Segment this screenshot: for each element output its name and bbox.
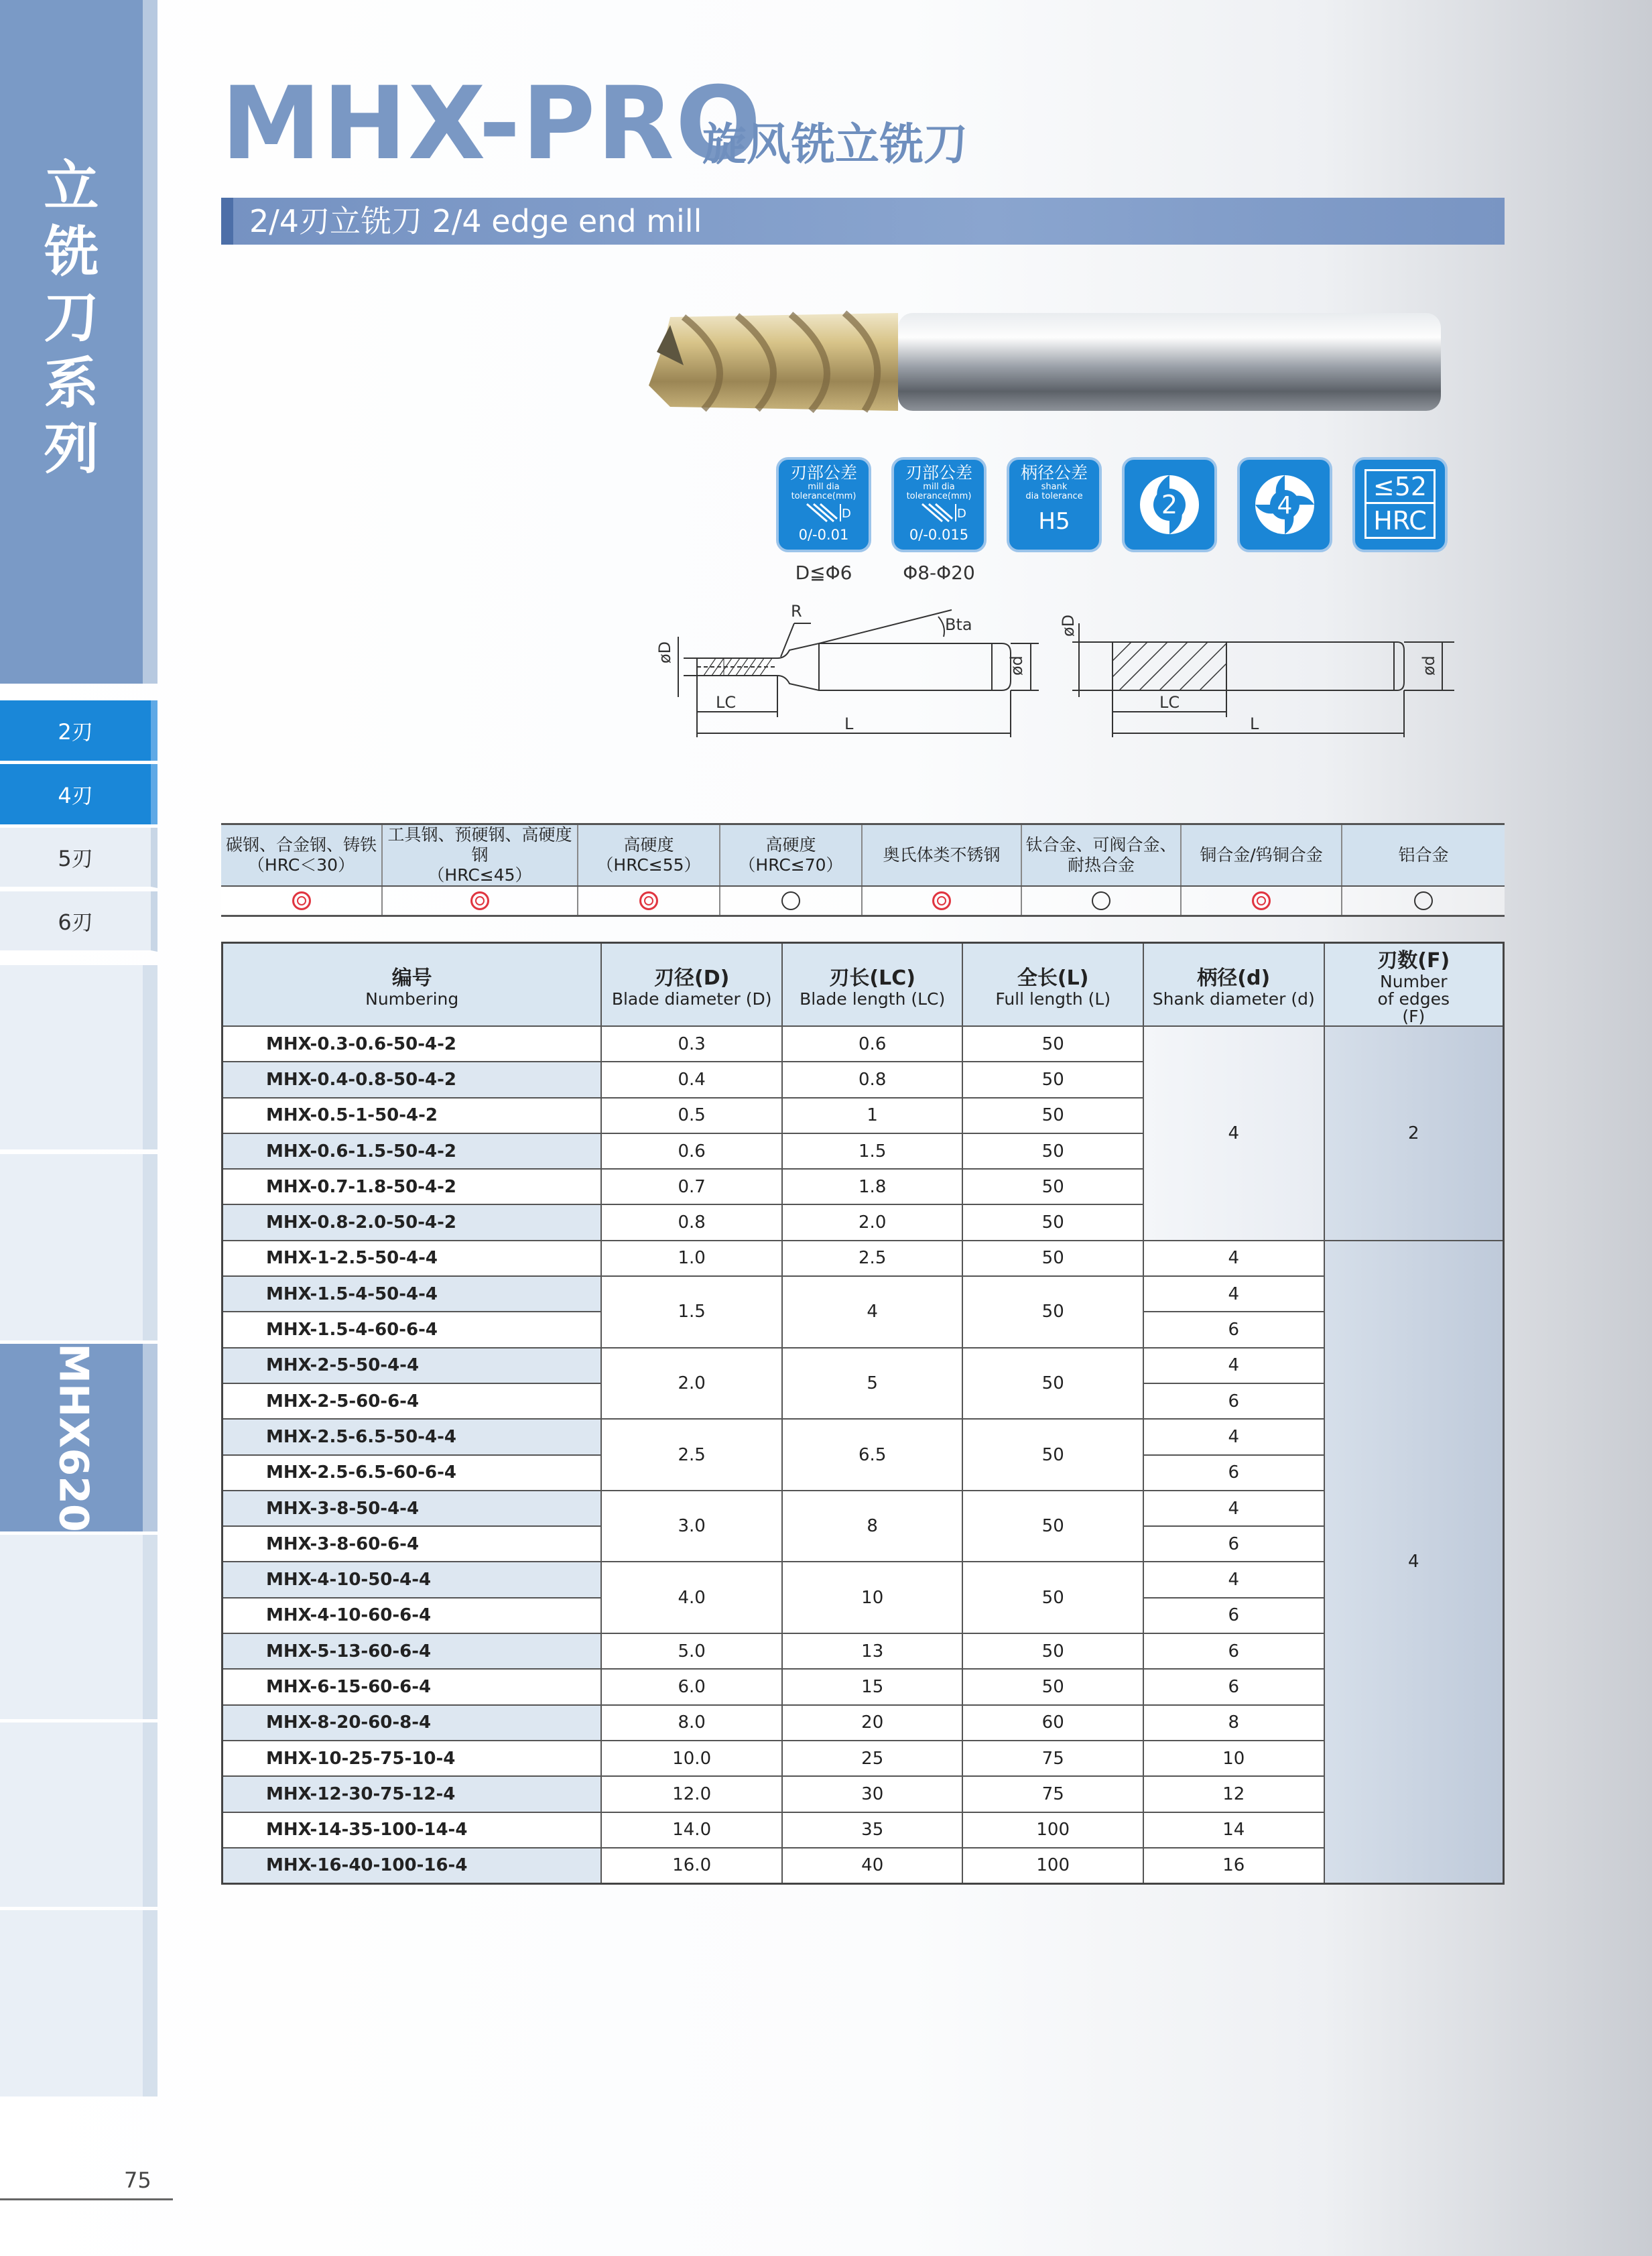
label-lc-right: LC [1159, 693, 1180, 712]
label-phi-small-d-right: ød [1419, 655, 1438, 676]
four-flute-icon [1240, 460, 1330, 550]
table-row: MHX-16-40-100-16-4 16.0 40 100 16 [223, 1848, 1504, 1884]
header-full-length: 全长(L) Full length (L) [962, 943, 1143, 1027]
badge-mill-dia-tolerance-large: 刃部公差 mill dia tolerance(mm) D 0/-0.015 [891, 457, 987, 552]
double-circle-icon [932, 891, 951, 910]
table-row: MHX-0.7-1.8-50-4-2 0.7 1.8 50 [223, 1169, 1504, 1204]
badge-hrc [1352, 457, 1448, 552]
hrc-value: ≤52 [1373, 472, 1427, 501]
header-number-of-edges: 刃数(F) Number of edges (F) [1324, 943, 1504, 1027]
table-row: MHX-4-10-60-6-4 6 [223, 1598, 1504, 1633]
material-header-row [221, 824, 1505, 887]
sidebar-block-stripe [143, 1722, 157, 1907]
sidebar-block-stripe [143, 1535, 157, 1719]
page-number: 75 [124, 2168, 151, 2193]
double-circle-icon [470, 891, 489, 910]
circle-icon [781, 891, 800, 910]
shank-diameter-2-flute: 4 [1143, 1026, 1324, 1241]
material-suitability-row [221, 886, 1505, 916]
material-header: 铜合金/钨铜合金 [1181, 824, 1342, 887]
label-l-left: L [844, 714, 854, 733]
double-circle-icon [292, 891, 311, 910]
badge-2-flute [1122, 457, 1217, 552]
table-row: MHX-10-25-75-10-4 10.0 25 75 10 [223, 1741, 1504, 1776]
sidebar-series-stripe [143, 1344, 157, 1531]
page-subtitle: 旋风铣立铣刀 [702, 119, 968, 170]
svg-text:2: 2 [1161, 490, 1178, 519]
hrc-frame [1364, 469, 1436, 539]
page-number-rule [0, 2198, 173, 2200]
sidebar-block-stripe [143, 1154, 157, 1340]
series-label-text: MHX620 [50, 1343, 97, 1532]
section-title: 2/4刃立铣刀 2/4 edge end mill [249, 203, 702, 239]
svg-text:D: D [957, 507, 966, 521]
sidebar-title: 立 铣 刀 系 列 [44, 155, 99, 481]
table-row: MHX-2.5-6.5-60-6-4 6 [223, 1455, 1504, 1491]
double-circle-icon [639, 891, 658, 910]
sidebar-block [0, 1535, 143, 1719]
spec-header-row [223, 943, 1504, 1027]
header-shank-diameter: 柄径(d) Shank diameter (d) [1143, 943, 1324, 1027]
table-row: MHX-12-30-75-12-4 12.0 30 75 12 [223, 1776, 1504, 1812]
table-row: MHX-5-13-60-6-4 5.0 13 50 6 [223, 1633, 1504, 1669]
double-circle-icon [1252, 891, 1271, 910]
sidebar-block [0, 1910, 143, 2096]
page-title: MHX-PRO [221, 66, 763, 182]
label-phi-small-d-left: ød [1007, 655, 1026, 676]
label-phi-d-right: øD [1059, 614, 1078, 637]
label-l-right: L [1250, 714, 1259, 733]
sidebar-block [0, 965, 143, 1149]
badge-caption-small: D≦Φ6 [795, 562, 852, 584]
table-row: MHX-2-5-60-6-4 6 [223, 1383, 1504, 1419]
badge-caption-large: Φ8-Φ20 [903, 562, 975, 584]
table-row: MHX-3-8-60-6-4 6 [223, 1526, 1504, 1562]
technical-drawing [643, 597, 1461, 751]
label-r: R [791, 602, 802, 621]
material-header: 高硬度 （HRC≤70） [720, 824, 862, 887]
material-table [221, 823, 1505, 917]
material-header: 高硬度 （HRC≤55） [578, 824, 720, 887]
table-row: MHX-1.5-4-50-4-4 1.5 4 50 4 [223, 1276, 1504, 1312]
mill-dia-icon [915, 501, 966, 524]
table-row: MHX-4-10-50-4-4 4.0 10 50 4 [223, 1562, 1504, 1597]
table-row: MHX-0.6-1.5-50-4-2 0.6 1.5 50 [223, 1133, 1504, 1169]
header-numbering: 编号 Numbering [223, 943, 602, 1027]
svg-text:4: 4 [1277, 492, 1293, 519]
sidebar-tab-6-flute[interactable]: 6刃 [0, 891, 157, 952]
material-header: 工具钢、预硬钢、高硬度钢 （HRC≤45） [382, 824, 578, 887]
sidebar-tab-4-flute[interactable]: 4刃 [0, 764, 157, 824]
table-row: MHX-0.4-0.8-50-4-2 0.4 0.8 50 [223, 1062, 1504, 1097]
sidebar-block-stripe [143, 965, 157, 1149]
table-row: MHX-2-5-50-4-4 2.0 5 50 4 [223, 1348, 1504, 1383]
badge-4-flute [1237, 457, 1332, 552]
label-bta: Bta [945, 615, 972, 634]
material-header: 碳钢、合金钢、铸铁 （HRC＜30） [221, 824, 382, 887]
mill-dia-icon [800, 501, 851, 524]
sidebar-block-stripe [143, 1910, 157, 2096]
spec-table [221, 942, 1505, 1885]
header-blade-length: 刃长(LC) Blade length (LC) [782, 943, 963, 1027]
circle-icon [1414, 891, 1433, 910]
table-row: MHX-2.5-6.5-50-4-4 2.5 6.5 50 4 [223, 1419, 1504, 1454]
sidebar-block [0, 1722, 143, 1907]
sidebar-tab-5-flute[interactable]: 5刃 [0, 828, 157, 888]
flute-count-2: 2 [1324, 1026, 1504, 1241]
label-lc-left: LC [716, 693, 737, 712]
sidebar-stripe [143, 0, 157, 684]
table-row: MHX-6-15-60-6-4 6.0 15 50 6 [223, 1669, 1504, 1704]
table-row: MHX-8-20-60-8-4 8.0 20 60 8 [223, 1705, 1504, 1741]
circle-icon [1092, 891, 1110, 910]
flute-count-4: 4 [1324, 1241, 1504, 1884]
header-blade-diameter: 刃径(D) Blade diameter (D) [601, 943, 782, 1027]
material-header: 钛合金、可阀合金、 耐热合金 [1021, 824, 1181, 887]
material-header: 铝合金 [1342, 824, 1505, 887]
table-row: MHX-0.5-1-50-4-2 0.5 1 50 [223, 1098, 1504, 1133]
table-row: MHX-14-35-100-14-4 14.0 35 100 14 [223, 1812, 1504, 1848]
hrc-label: HRC [1367, 502, 1434, 538]
sidebar-series-label[interactable] [27, 1344, 121, 1531]
table-row: MHX-1.5-4-60-6-4 6 [223, 1312, 1504, 1347]
two-flute-icon [1125, 460, 1214, 550]
table-row: MHX-0.8-2.0-50-4-2 0.8 2.0 50 [223, 1204, 1504, 1240]
badge-shank-tolerance: 柄径公差 shank dia tolerance H5 [1007, 457, 1102, 552]
table-row: MHX-3-8-50-4-4 3.0 8 50 4 [223, 1491, 1504, 1526]
material-header: 奥氏体类不锈钢 [862, 824, 1021, 887]
sidebar-tab-2-flute[interactable]: 2刃 [0, 700, 157, 761]
sidebar-block [0, 1154, 143, 1340]
label-phi-d-left: øD [655, 641, 674, 664]
badge-mill-dia-tolerance-small: 刃部公差 mill dia tolerance(mm) D 0/-0.01 [776, 457, 871, 552]
end-mill-image [643, 305, 1454, 419]
table-row: MHX-1-2.5-50-4-4 1.0 2.5 50 4 4 [223, 1241, 1504, 1276]
table-row: MHX-0.3-0.6-50-4-2 0.3 0.6 50 4 2 [223, 1026, 1504, 1062]
svg-text:D: D [842, 507, 851, 521]
